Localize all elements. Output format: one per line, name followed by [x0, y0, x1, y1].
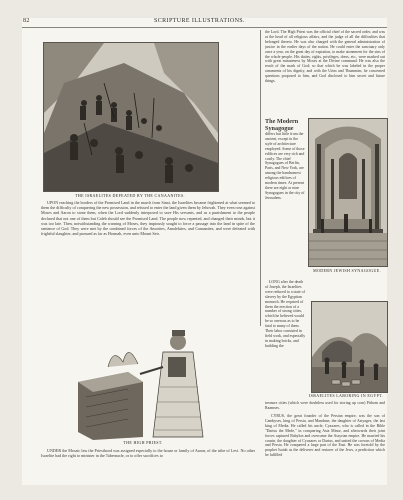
article-synagogue — [265, 118, 305, 278]
article-egypt — [265, 280, 307, 376]
paragraph-high-priest-start: UNDER the Mosaic law the Priesthood was assigned especially to the house or family of Aaron, of the tribe of Levi. No other Israelite had the right to minister in the Tabernacle, or to offer sacrifices to — [41, 448, 255, 459]
article-high-priest-cont — [265, 30, 385, 116]
plate-high-priest — [68, 312, 218, 440]
laboring-engraving — [312, 302, 387, 392]
article-cyrus — [265, 414, 385, 480]
article-high-priest-start — [41, 448, 255, 472]
paragraph-egypt: LONG after the death of Joseph, the Israelites were reduced to a state of slavery by the Egyptian monarch. He required of them the erection of a number of strong cities, which he believed would be so onerous as to be fatal to many of them. Their labor consisted in field work, and especially in making bricks, and building the — [265, 280, 306, 348]
page-sheet — [22, 18, 387, 485]
synagogue-engraving — [309, 119, 387, 266]
caption-modern-synagogue: MODERN JEWISH SYNAGOGUE. — [313, 268, 381, 273]
caption-israelites-laboring: ISRAELITES LABORING IN EGYPT. — [308, 393, 384, 398]
battle-engraving — [44, 43, 218, 191]
plate-israelites-laboring — [311, 301, 388, 393]
article-egypt-cont — [265, 401, 385, 411]
page-number: 82 — [23, 18, 30, 24]
caption-high-priest: THE HIGH PRIEST. — [123, 440, 163, 445]
plate-modern-synagogue — [308, 118, 388, 267]
running-title: SCRIPTURE ILLUSTRATIONS. — [154, 18, 245, 24]
high-priest-engraving — [68, 312, 218, 440]
synagogue-heading: The Modern Synagogue — [265, 118, 299, 132]
paragraph-egypt-cont: treasure cities (which were doubtless used for storing up corn) Pithom and Raamses. — [265, 401, 385, 410]
paragraph-synagogue: differs but little from the ancient, except in the style of architecture employed. Some of those edifices are very rich and costly. The chief Synagogues of Berlin, Paris, and New York, are among the handsomest religious edifices of modern times. At present there are eight or nine Synagogues in the city of Jerusalem. — [265, 132, 305, 200]
paragraph-cyrus: CYRUS, the great founder of the Persian empire, was the son of Cambyses, king of Persia, and Mandane, the daughter of Astyages, the last king of Media. He called his uncle, Cyaxares, who is called in the Bible "Darius the Mede," in conquering Asia Minor, and afterwards their joint forces captured Babylon and overcame the Assyrian empire. He married his cousin, the daughter of Cyaxares or Darius, and united the crowns of Media and Persia. He conquered a large part of the East. He was foretold by the prophet Isaiah as the deliverer and restorer of the Jews, a prediction which he fulfilled — [265, 414, 385, 458]
paragraph-israelites-defeated: UPON reaching the borders of the Promised Land in the march from Sinai, the Israelites became frightened at what seemed to them the difficulty of conquering the new possession, and refused to enter the land given them by Jehovah. They even rose against Moses and Aaron to stone them, when the Lord suddenly interposed to save His servants, and as a punishment to the people declared that not one of them but Caleb should see the Promised Land. The people now repented, and changed their minds, but it was too late. Then, notwithstanding the warning of Moses, they impiously sought to force a passage into the land in spite of the sentence of God. They were met by the combined forces of the Amorites, Amalekites, and Canaanites, and were defeated with frightful slaughter, and pursued as far as Hormah, even unto Mount Seir. — [41, 200, 255, 237]
plate-israelites-defeated — [43, 42, 219, 192]
column-rule — [260, 30, 261, 326]
paragraph-high-priest-cont: the Lord. The High Priest was the official chief of the sacred order, and was at the head of all religious affairs, and the judge of all the difficulties that belonged thereto. He was also charged with the general administration of justice in the earlier days of the nation. He could enter the sanctuary only once a year, on the great day of expiation, to make atonement for the sins of the whole people. His duties, rights, privileges, dress, etc., were marked out with great minuteness by Moses at the Divine command. He was also the reach of the mark of God; so that which he was labeled in the proper ornaments of his dignity, and with the Urim and Thummim, he concerned questions proposed to him, and God disclosed to him secret and future things. — [265, 30, 385, 84]
caption-israelites-defeated: THE ISRAELITES DEFEATED BY THE CANAANITES. — [75, 193, 185, 198]
article-israelites-defeated — [41, 200, 255, 294]
header-rule — [22, 27, 387, 28]
